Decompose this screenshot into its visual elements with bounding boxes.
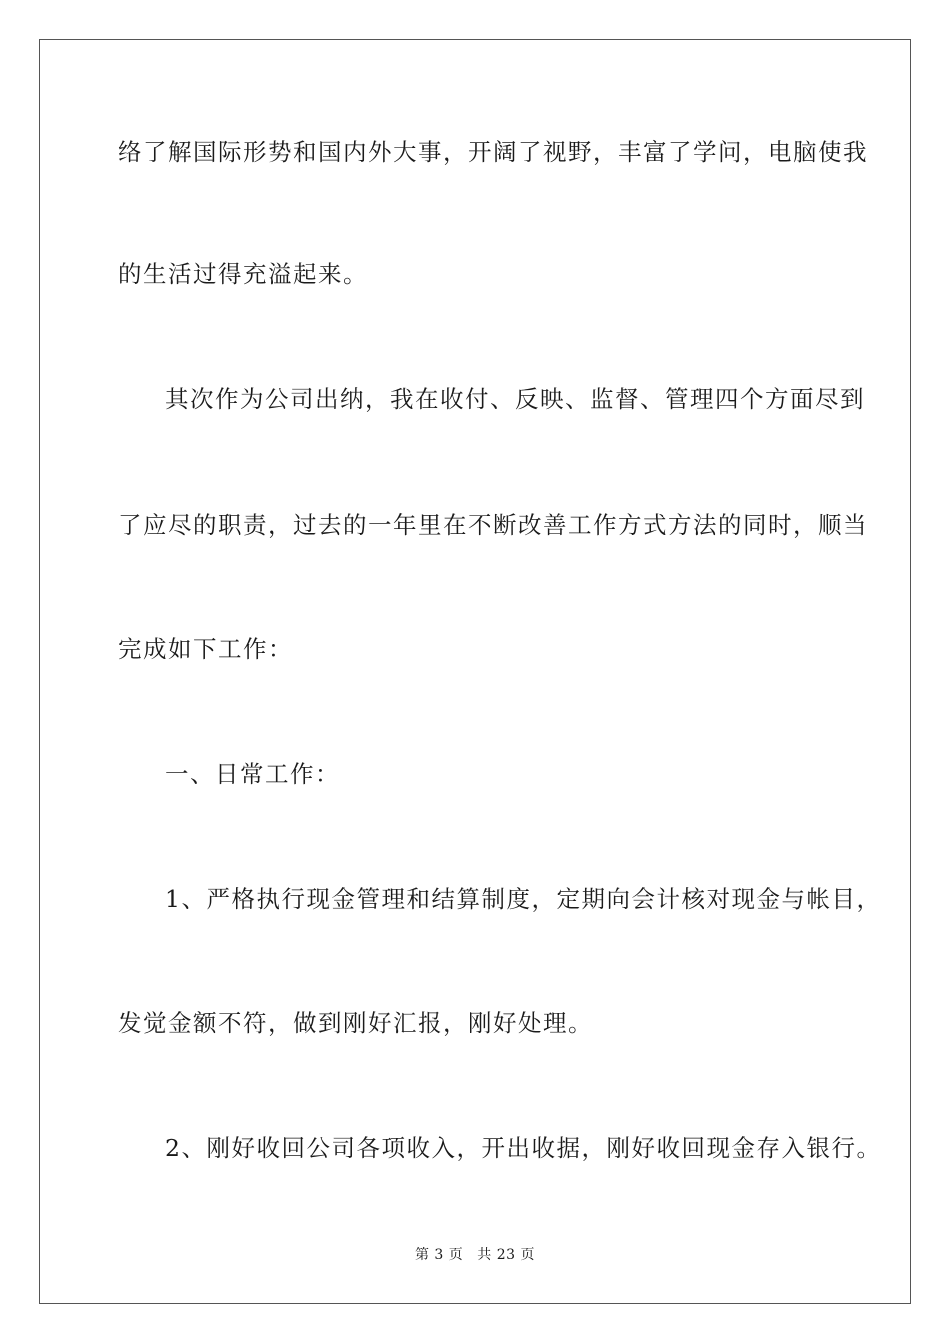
paragraph-line: 的生活过得充溢起来。 <box>118 260 368 288</box>
total-pages: 共 23 页 <box>477 1247 536 1263</box>
paragraph-line: 了应尽的职责，过去的一年里在不断改善工作方式方法的同时，顺当 <box>118 511 868 539</box>
list-item-line: 2、刚好收回公司各项收入，开出收据，刚好收回现金存入银行。 <box>165 1134 882 1162</box>
paragraph-line: 完成如下工作： <box>118 635 293 663</box>
list-item-line: 发觉金额不符，做到刚好汇报，刚好处理。 <box>118 1009 593 1037</box>
section-heading: 一、日常工作： <box>165 760 340 788</box>
page-number: 第 3 页 <box>414 1247 464 1263</box>
paragraph-line: 络了解国际形势和国内外大事，开阔了视野，丰富了学问，电脑使我 <box>118 138 868 166</box>
page-footer <box>0 1245 950 1265</box>
page-border <box>39 39 911 1304</box>
list-item-line: 1、严格执行现金管理和结算制度，定期向会计核对现金与帐目， <box>165 885 882 913</box>
paragraph-line: 其次作为公司出纳，我在收付、反映、监督、管理四个方面尽到 <box>165 385 865 413</box>
